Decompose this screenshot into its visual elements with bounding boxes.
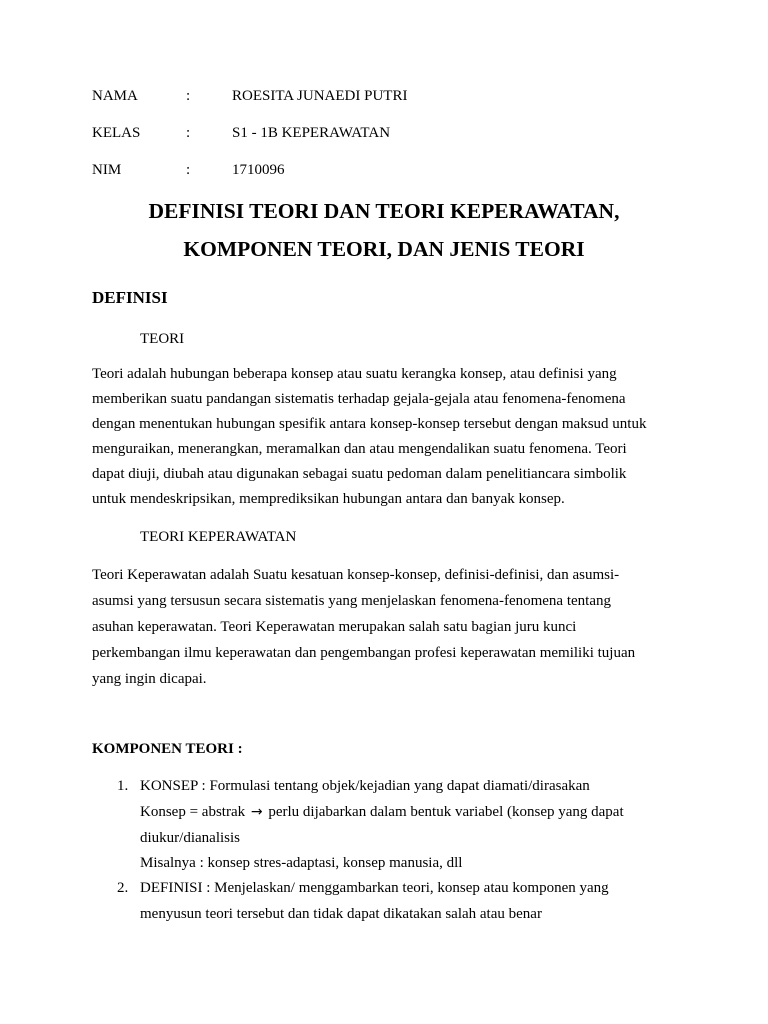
paragraph-line: asuhan keperawatan. Teori Keperawatan merupakan salah satu bagian juru kunci — [92, 619, 577, 635]
subheading-teori-keperawatan: TEORI KEPERAWATAN — [140, 529, 297, 545]
right-arrow-icon: → — [250, 804, 263, 820]
header-value-kelas: S1 - 1B KEPERAWATAN — [232, 125, 391, 141]
paragraph-line: Teori Keperawatan adalah Suatu kesatuan konsep-konsep, definisi-definisi, dan asumsi- — [92, 567, 620, 583]
list-item-line: diukur/dianalisis — [140, 830, 240, 846]
list-item-text: Konsep = abstrak — [140, 804, 246, 820]
paragraph-line: dapat diuji, diubah atau digunakan sebagai suatu pedoman dalam penelitiancara simbolik — [92, 466, 627, 482]
header-colon: : — [186, 88, 191, 104]
header-colon: : — [186, 125, 191, 141]
list-number: 2. — [117, 880, 129, 896]
list-item-line: KONSEP : Formulasi tentang objek/kejadian yang dapat diamati/dirasakan — [140, 778, 590, 794]
header-label-nama: NAMA — [92, 88, 138, 104]
paragraph-line: memberikan suatu pandangan sistematis terhadap gejala-gejala atau fenomena-fenomena — [92, 391, 626, 407]
paragraph-line: menguraikan, menerangkan, meramalkan dan atau mengendalikan suatu fenomena. Teori — [92, 441, 627, 457]
header-value-nama: ROESITA JUNAEDI PUTRI — [232, 88, 408, 104]
list-item-line: Misalnya : konsep stres-adaptasi, konsep manusia, dll — [140, 855, 463, 871]
section-heading-definisi: DEFINISI — [92, 288, 168, 307]
header-label-nim: NIM — [92, 162, 122, 178]
header-colon: : — [186, 162, 191, 178]
section-heading-komponen: KOMPONEN TEORI : — [92, 741, 243, 757]
subheading-teori: TEORI — [140, 331, 185, 347]
document-title-line-2: KOMPONEN TEORI, DAN JENIS TEORI — [183, 237, 585, 261]
list-item-line — [140, 804, 624, 821]
paragraph-line: yang ingin dicapai. — [92, 671, 207, 687]
document-title-line-1: DEFINISI TEORI DAN TEORI KEPERAWATAN, — [148, 199, 620, 223]
list-number: 1. — [117, 778, 129, 794]
list-item-text: perlu dijabarkan dalam bentuk variabel (konsep yang dapat — [268, 804, 624, 820]
list-item-line: DEFINISI : Menjelaskan/ menggambarkan teori, konsep atau komponen yang — [140, 880, 609, 896]
paragraph-line: perkembangan ilmu keperawatan dan pengembangan profesi keperawatan memiliki tujuan — [92, 645, 636, 661]
paragraph-line: untuk mendeskripsikan, memprediksikan hubungan antara dan banyak konsep. — [92, 491, 565, 507]
paragraph-line: Teori adalah hubungan beberapa konsep atau suatu kerangka konsep, atau definisi yang — [92, 366, 617, 382]
header-value-nim: 1710096 — [232, 162, 285, 178]
list-item-line: menyusun teori tersebut dan tidak dapat dikatakan salah atau benar — [140, 906, 542, 922]
paragraph-line: dengan menentukan hubungan spesifik antara konsep-konsep tersebut dengan maksud untuk — [92, 416, 647, 432]
header-label-kelas: KELAS — [92, 125, 141, 141]
paragraph-line: asumsi yang tersusun secara sistematis yang menjelaskan fenomena-fenomena tentang — [92, 593, 611, 609]
